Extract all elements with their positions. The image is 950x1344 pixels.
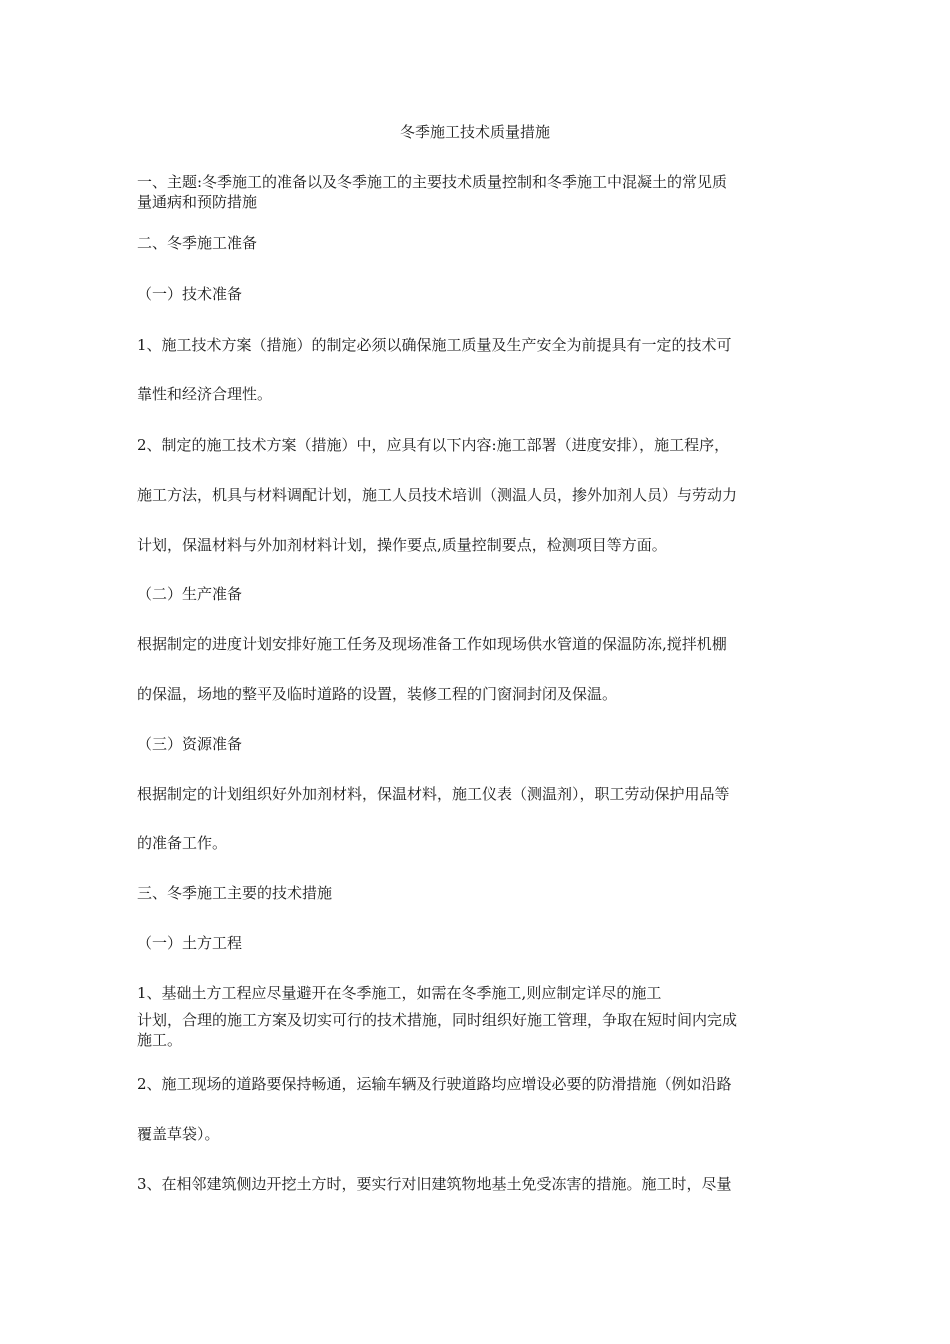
subsection-heading: （三）资源准备 xyxy=(137,735,243,753)
paragraph-line: 一、主题:冬季施工的准备以及冬季施工的主要技术质量控制和冬季施工中混凝土的常见质 xyxy=(137,173,728,191)
paragraph-line: 3、在相邻建筑侧边开挖土方时，要实行对旧建筑物地基土免受冻害的措施。施工时，尽量 xyxy=(137,1175,732,1193)
paragraph-line: 施工方法，机具与材料调配计划，施工人员技术培训（测温人员，掺外加剂人员）与劳动力 xyxy=(137,486,738,504)
paragraph-line: 1、基础土方工程应尽量避开在冬季施工，如需在冬季施工,则应制定详尽的施工 xyxy=(137,984,662,1002)
paragraph-line: 计划，保温材料与外加剂材料计划，操作要点,质量控制要点，检测项目等方面。 xyxy=(137,536,667,554)
paragraph-line: 的准备工作。 xyxy=(137,834,228,852)
paragraph-line: 施工。 xyxy=(137,1031,183,1049)
paragraph-line: 计划，合理的施工方案及切实可行的技术措施，同时组织好施工管理，争取在短时间内完成 xyxy=(137,1011,738,1029)
subsection-heading: （二）生产准备 xyxy=(137,585,243,603)
section-heading: 二、冬季施工准备 xyxy=(137,234,258,252)
paragraph-line: 覆盖草袋）。 xyxy=(137,1125,220,1143)
document-title: 冬季施工技术质量措施 xyxy=(399,123,550,141)
paragraph-line: 根据制定的计划组织好外加剂材料，保温材料，施工仪表（测温剂），职工劳动保护用品等 xyxy=(137,785,730,803)
paragraph-line: 靠性和经济合理性。 xyxy=(137,385,273,403)
paragraph-line: 根据制定的进度计划安排好施工任务及现场准备工作如现场供水管道的保温防冻,搅拌机棚 xyxy=(137,635,727,653)
paragraph-line: 量通病和预防措施 xyxy=(137,193,258,211)
paragraph-line: 1、施工技术方案（措施）的制定必须以确保施工质量及生产安全为前提具有一定的技术可 xyxy=(137,336,732,354)
paragraph-line: 2、制定的施工技术方案（措施）中，应具有以下内容:施工部署（进度安排），施工程序， xyxy=(137,436,730,454)
paragraph-line: 2、施工现场的道路要保持畅通，运输车辆及行驶道路均应增设必要的防滑措施（例如沿路 xyxy=(137,1075,732,1093)
section-heading: 三、冬季施工主要的技术措施 xyxy=(137,884,333,902)
subsection-heading: （一）土方工程 xyxy=(137,934,243,952)
paragraph-line: 的保温，场地的整平及临时道路的设置，装修工程的门窗洞封闭及保温。 xyxy=(137,685,618,703)
subsection-heading: （一）技术准备 xyxy=(137,285,243,303)
